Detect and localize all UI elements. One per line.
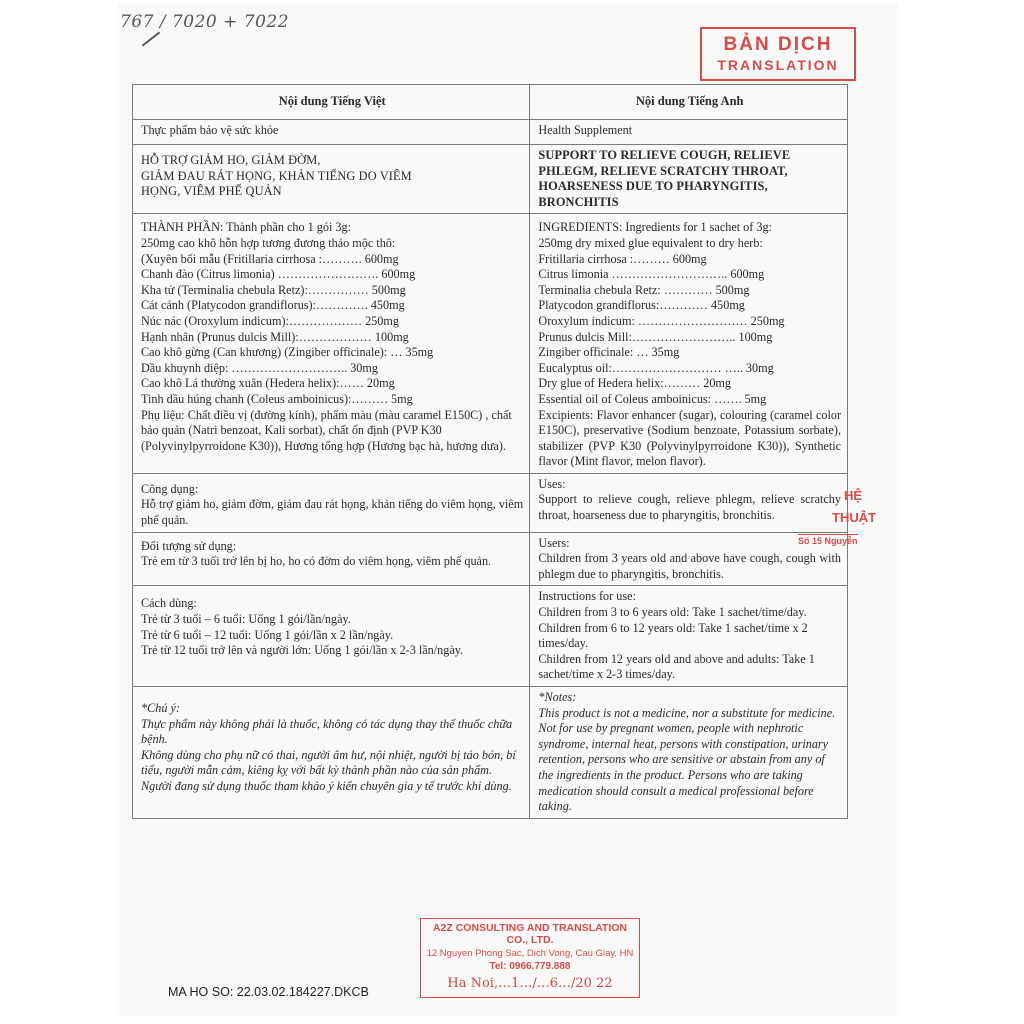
users-vi-label: Đối tượng sử dụng: xyxy=(141,538,237,553)
notes-en xyxy=(530,687,848,819)
uses-en-text: Support to relieve cough, relieve phlegm, relieve scratchy throat, hoarseness due to pharyngitis, bronchitis. xyxy=(538,492,841,523)
product-type-vi: Thực phẩm bảo vệ sức khỏe xyxy=(133,120,530,145)
handwritten-reference: 767 / 7020 + 7022 xyxy=(120,12,290,32)
side-seal-mid: THUẬT xyxy=(832,510,877,525)
ingredient-vi-line: Cao khô gừng (Can khương) (Zingiber officinale): … 35mg xyxy=(141,345,434,360)
table-row-title xyxy=(133,145,848,214)
ingredients-en xyxy=(530,214,848,474)
dossier-code: MA HO SO: 22.03.02.184227.DKCB xyxy=(168,985,369,999)
notes-vi-line: *Chú ý: xyxy=(141,701,180,715)
ingredient-en-line: 250mg dry mixed glue equivalent to dry herb: xyxy=(538,235,763,250)
title-en-line: HOARSENESS DUE TO PHARYNGITIS, xyxy=(538,179,768,194)
dosage-vi-line: Cách dùng: xyxy=(141,596,197,611)
ingredient-en-line: Prunus dulcis Mill:…………………….. 100mg xyxy=(538,329,773,344)
company-name: A2Z CONSULTING AND TRANSLATION CO., LTD. xyxy=(432,922,628,946)
company-address: 12 Nguyen Phong Sac, Dich Vong, Cau Giay, HN xyxy=(426,948,634,959)
title-en-line: SUPPORT TO RELIEVE COUGH, RELIEVE xyxy=(538,148,791,162)
notes-en-line: This product is not a medicine, nor a substitute for medicine. xyxy=(538,705,836,720)
company-phone: Tel: 0966.779.888 xyxy=(489,961,571,972)
dosage-vi-line: Trẻ từ 12 tuổi trở lên và người lớn: Uống 1 gói/lần x 2-3 lần/ngày. xyxy=(141,643,464,658)
ingredient-vi-line: Kha tử (Terminalia chebula Retz):…………… 500mg xyxy=(141,282,406,297)
table-row-uses xyxy=(133,473,848,532)
ingredient-vi-line: Hạnh nhân (Prunus dulcis Mill):……………… 100mg xyxy=(141,329,409,344)
table-row-dosage xyxy=(133,586,848,687)
notes-en-line: *Notes: xyxy=(538,690,577,704)
notes-vi xyxy=(133,687,530,819)
uses-vi-label: Công dụng: xyxy=(141,481,199,496)
table-row-notes xyxy=(133,687,848,819)
product-title-vi xyxy=(133,145,530,214)
ingredients-vi xyxy=(133,214,530,474)
users-vi-text: Trẻ em từ 3 tuổi trở lên bị ho, ho có đờm do viêm họng, viêm phế quản. xyxy=(141,554,492,569)
ingredient-vi-line: Chanh đào (Citrus limonia) ……………………. 600mg xyxy=(141,267,416,282)
ingredient-en-line: Essential oil of Coleus amboinicus: ……. 5mg xyxy=(538,391,767,406)
ingredient-en-line: Fritillaria cirrhosa :……… 600mg xyxy=(538,251,707,266)
uses-vi xyxy=(133,473,530,532)
ingredient-vi-line: Tinh dầu húng chanh (Coleus amboinicus):……… 5mg xyxy=(141,391,413,406)
users-en-text: Children from 3 years old and above have cough, cough with phlegm due to pharyngitis, bronchitis. xyxy=(538,551,841,581)
ingredient-vi-line: Cát cánh (Platycodon grandiflorus):…………. 450mg xyxy=(141,298,405,313)
ingredient-en-line: Terminalia chebula Retz: ………… 500mg xyxy=(538,282,750,297)
ingredient-vi-line: THÀNH PHẦN: Thành phần cho 1 gói 3g: xyxy=(141,220,351,235)
dosage-en-line: Instructions for use: xyxy=(538,589,636,604)
ingredient-en-line: Dry glue of Hedera helix:……… 20mg xyxy=(538,376,731,391)
side-seal-top: HỆ xyxy=(844,488,863,503)
dosage-en xyxy=(530,586,848,687)
side-seal-address: Số 15 Nguyễn xyxy=(798,536,858,546)
title-vi-line: HỌNG, VIÊM PHẾ QUẢN xyxy=(141,184,282,199)
bilingual-table xyxy=(132,84,848,819)
title-en-line: PHLEGM, RELIEVE SCRATCHY THROAT, xyxy=(538,163,788,178)
uses-vi-text: Hỗ trợ giảm ho, giảm đờm, giảm đau rát họng, khản tiếng do viêm họng, viêm phế quản. xyxy=(141,497,524,528)
header-english: Nội dung Tiếng Anh xyxy=(530,85,848,120)
ingredient-vi-line: (Xuyên bối mẫu (Fritillaria cirrhosa :………. 600mg xyxy=(141,251,399,266)
ingredient-en-line: Platycodon grandiflorus:………… 450mg xyxy=(538,298,745,313)
table-header-row xyxy=(133,85,848,120)
ingredient-en-line: Zingiber officinale: … 35mg xyxy=(538,345,680,360)
title-vi-line: GIẢM ĐAU RÁT HỌNG, KHẢN TIẾNG DO VIÊM xyxy=(141,168,412,183)
company-stamp xyxy=(420,918,640,998)
product-title-en xyxy=(530,145,848,214)
dosage-en-line: Children from 12 years old and above and adults: Take 1 sachet/time x 2-3 times/day. xyxy=(538,651,815,682)
title-en-line: BRONCHITIS xyxy=(538,194,619,209)
header-vietnamese: Nội dung Tiếng Việt xyxy=(133,85,530,120)
product-type-en: Health Supplement xyxy=(530,120,848,145)
dosage-en-line: Children from 6 to 12 years old: Take 1 sachet/time x 2 times/day. xyxy=(538,620,808,651)
users-en-label: Users: xyxy=(538,535,570,550)
dosage-vi-line: Trẻ từ 3 tuổi – 6 tuổi: Uống 1 gói/lần/ngày. xyxy=(141,612,351,627)
notes-en-line: Not for use by pregnant women, people with nephrotic syndrome, internal heat, persons with constipation, urinary retention, persons who are sensitive or abstain from any of the ingredients in the product. Persons who are taking medication should consult a medical professional before taking. xyxy=(538,721,829,814)
uses-en-label: Uses: xyxy=(538,476,566,491)
ingredient-vi-line: 250mg cao khô hỗn hợp tương đương thảo mộc thô: xyxy=(141,235,396,250)
table-row-ingredients xyxy=(133,214,848,474)
ingredient-en-line: Oroxylum indicum: ……………………… 250mg xyxy=(538,313,785,328)
translation-stamp-en: TRANSLATION xyxy=(717,57,839,73)
ingredient-vi-line: Dầu khuynh diệp: ……………………….. 30mg xyxy=(141,360,378,375)
excipients-vi: Phụ liệu: Chất điều vị (đường kính), phẩm màu (màu caramel E150C) , chất bảo quản (Natri benzoat, Kali sorbat), chất ổn định (PVP K30 (Polyvinylpyrroidone K30)), Hương tổng hợp (Hương bạc hà, hương dưa). xyxy=(141,407,512,453)
ingredient-en-line: Citrus limonia ……………………….. 600mg xyxy=(538,267,765,282)
ingredient-en-line: Eucalyptus oil:……………………… ….. 30mg xyxy=(538,360,774,375)
notes-vi-line: Thực phẩm này không phải là thuốc, không có tác dụng thay thế thuốc chữa bệnh. xyxy=(141,716,513,747)
stamp-date: Ha Noi,…1…/…6…/20 22 xyxy=(447,976,613,991)
ingredient-vi-line: Cao khô Lá thường xuân (Hedera helix):…… 20mg xyxy=(141,376,395,391)
translation-stamp-vi: BẢN DỊCH xyxy=(723,34,833,55)
side-seal xyxy=(794,486,894,556)
dosage-en-line: Children from 3 to 6 years old: Take 1 sachet/time/day. xyxy=(538,605,807,620)
notes-vi-line: Không dùng cho phụ nữ có thai, người âm hư, nội nhiệt, người bị táo bón, bí tiểu, người mẫn cảm, kiêng kỵ với bất kỳ thành phần nào của sản phẩm. Người đang sử dụng thuốc tham khảo ý kiến chuyên gia y tế trước khi dùng. xyxy=(141,747,516,793)
users-vi xyxy=(133,532,530,586)
dosage-vi xyxy=(133,586,530,687)
title-vi-line: HỖ TRỢ GIẢM HO, GIẢM ĐỜM, xyxy=(141,153,321,167)
translation-stamp xyxy=(700,27,856,81)
ingredient-en-line: INGREDIENTS: Ingredients for 1 sachet of 3g: xyxy=(538,220,772,235)
table-row-type xyxy=(133,120,848,145)
ingredient-vi-line: Núc nác (Oroxylum indicum):……………… 250mg xyxy=(141,313,399,328)
excipients-en: Excipients: Flavor enhancer (sugar), colouring (caramel color E150C), preservative (Sodium benzoate, Potassium sorbate), stabilizer (PVP K30 (Polyvinylpyrroidone K30)), Synthetic flavor (Mint flavor, melon flavor). xyxy=(538,407,841,469)
table-row-users xyxy=(133,532,848,586)
dosage-vi-line: Trẻ từ 6 tuổi – 12 tuổi: Uống 1 gói/lần x 2 lần/ngày. xyxy=(141,627,394,642)
